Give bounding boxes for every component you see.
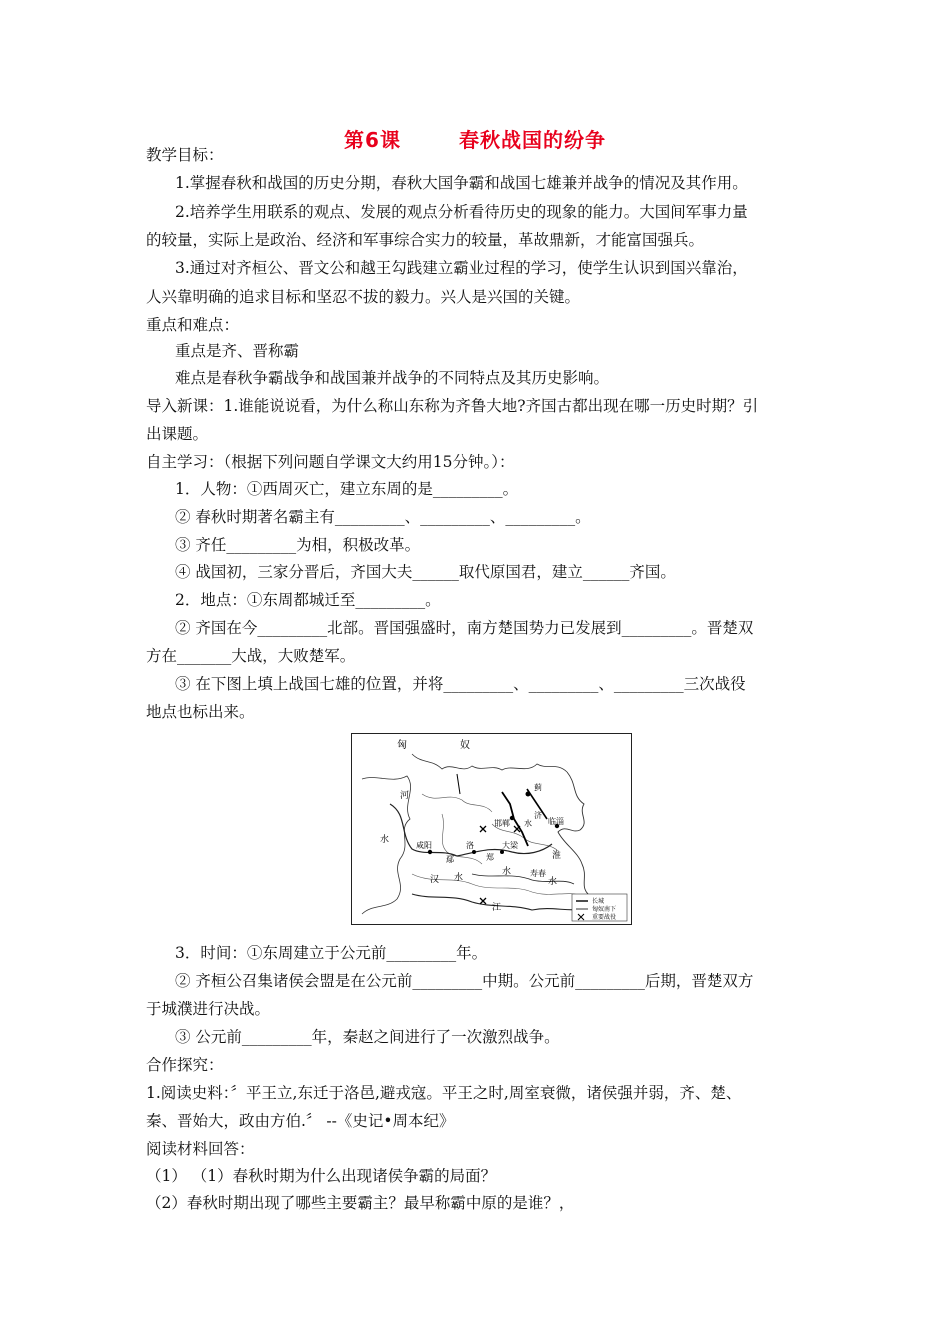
- objective-3: 3.通过对齐桓公、晋文公和越王勾践建立霸业过程的学习，使学生认识到国兴靠治，: [175, 259, 748, 277]
- time-line: ② 齐桓公召集诸侯会盟是在公元前_________中期。公元前_________后期，晋楚双方: [175, 972, 754, 990]
- map-label: 水: [454, 873, 464, 883]
- map-label: 江: [492, 903, 502, 913]
- map-label: 济: [534, 811, 542, 820]
- legend-item: 长城: [592, 898, 605, 905]
- self-study-line: ③ 齐任_________为相，积极改革。: [175, 536, 421, 554]
- key-point: 重点是齐、晋称霸: [175, 342, 300, 360]
- warring-states-map: [351, 733, 632, 925]
- map-label: 河: [400, 791, 410, 801]
- map-label: 邯郸: [494, 819, 510, 828]
- map-label: 临淄: [548, 817, 564, 826]
- objective-3-cont: 人兴靠明确的追求目标和坚忍不拔的毅力。兴人是兴国的关键。: [146, 288, 581, 306]
- map-label: 淮: [552, 851, 562, 861]
- map-label: 匈: [397, 740, 407, 751]
- read-answer-heading: 阅读材料回答：: [146, 1140, 255, 1158]
- key-points-heading: 重点和难点：: [146, 316, 240, 334]
- objectives-heading: 教学目标：: [146, 146, 224, 164]
- city-dot: [472, 850, 476, 854]
- map-drawing: [352, 734, 630, 923]
- northern-border: [412, 754, 567, 772]
- map-label: 郑: [486, 853, 494, 862]
- map-label: 水: [502, 867, 512, 877]
- self-study-line: ② 春秋时期著名霸主有_________、_________、_________。: [175, 508, 591, 526]
- self-study-line: ③ 在下图上填上战国七雄的位置，并将_________、_________、_________三次战役: [175, 675, 746, 693]
- source-reading-line-2: 秦、晋始大，政由方伯.〞 --《史记•周本纪》: [146, 1112, 455, 1130]
- city-dot: [510, 816, 514, 820]
- map-label: 鄢: [446, 855, 454, 864]
- cooperation-heading: 合作探究：: [146, 1056, 224, 1074]
- legend-item: 重要战役: [592, 914, 617, 921]
- city-dot: [428, 850, 432, 854]
- battle-mark: [480, 826, 486, 832]
- self-study-line: ④ 战国初，三家分晋后，齐国大夫______取代原国君，建立______齐国。: [175, 563, 676, 581]
- time-line: 于城濮进行决战。: [146, 1000, 271, 1018]
- self-study-line: 方在_______大战，大败楚军。: [146, 647, 356, 665]
- objective-2-cont: 的较量，实际上是政治、经济和军事综合实力的较量，革故鼎新，才能富国强兵。: [146, 231, 705, 249]
- self-study-line: ② 齐国在今_________北部。晋国强盛时，南方楚国势力已发展到_________。晋楚双: [175, 619, 754, 637]
- question-2: （2）春秋时期出现了哪些主要霸主？最早称霸中原的是谁？，: [146, 1194, 575, 1212]
- self-study-line: 1．人物：①西周灭亡，建立东周的是_________。: [175, 480, 519, 498]
- map-label: 寿春: [530, 869, 546, 878]
- map-label: 洛: [466, 841, 474, 850]
- time-line: 3．时间：①东周建立于公元前_________年。: [175, 944, 488, 962]
- map-label: 大梁: [502, 841, 518, 850]
- city-dot: [526, 792, 531, 797]
- self-study-line: 地点也标出来。: [146, 703, 255, 721]
- map-label: 水: [548, 877, 558, 887]
- huai-river: [472, 874, 574, 884]
- map-label: 水: [524, 819, 532, 828]
- city-dot: [500, 850, 504, 854]
- map-label: 蓟: [534, 783, 542, 792]
- page-title: [0, 124, 950, 153]
- source-reading-line-1: 1.阅读史料：〞平王立,东迁于洛邑,避戎寇。平王之时,周室衰微，诸侯强并弱，齐、楚、: [146, 1084, 742, 1102]
- lesson-topic: 春秋战国的纷争: [458, 128, 606, 152]
- objective-1: 1.掌握春秋和战国的历史分期，春秋大国争霸和战国七雄兼并战争的情况及其作用。: [175, 174, 748, 192]
- lesson-number: 第6课: [344, 128, 401, 152]
- question-1: （1） （1）春秋时期为什么出现诸侯争霸的局面？: [146, 1167, 497, 1185]
- intro-line-2: 出课题。: [146, 425, 209, 443]
- self-study-line: 2．地点：①东周都城迁至_________。: [175, 591, 441, 609]
- map-label: 水: [380, 835, 390, 845]
- battle-mark: [480, 898, 486, 904]
- difficult-point: 难点是春秋争霸战争和战国兼并战争的不同特点及其历史影响。: [175, 369, 610, 387]
- self-study-heading: 自主学习：（根据下列问题自学课文大约用15分钟。）：: [146, 453, 515, 471]
- region-border: [422, 794, 492, 812]
- time-line: ③ 公元前_________年，秦赵之间进行了一次激烈战争。: [175, 1028, 560, 1046]
- invasion-arrow: [457, 774, 460, 794]
- objective-2: 2.培养学生用联系的观点、发展的观点分析看待历史的现象的能力。大国间军事力量: [175, 203, 748, 221]
- map-label: 奴: [460, 740, 470, 751]
- map-legend: [572, 894, 627, 921]
- map-label: 汉: [430, 875, 440, 885]
- intro-line-1: 导入新课：1.谁能说说看，为什么称山东称为齐鲁大地?齐国古都出现在哪一历史时期？引: [146, 397, 759, 415]
- legend-item: 匈奴南下: [592, 906, 617, 913]
- map-label: 咸阳: [416, 841, 432, 850]
